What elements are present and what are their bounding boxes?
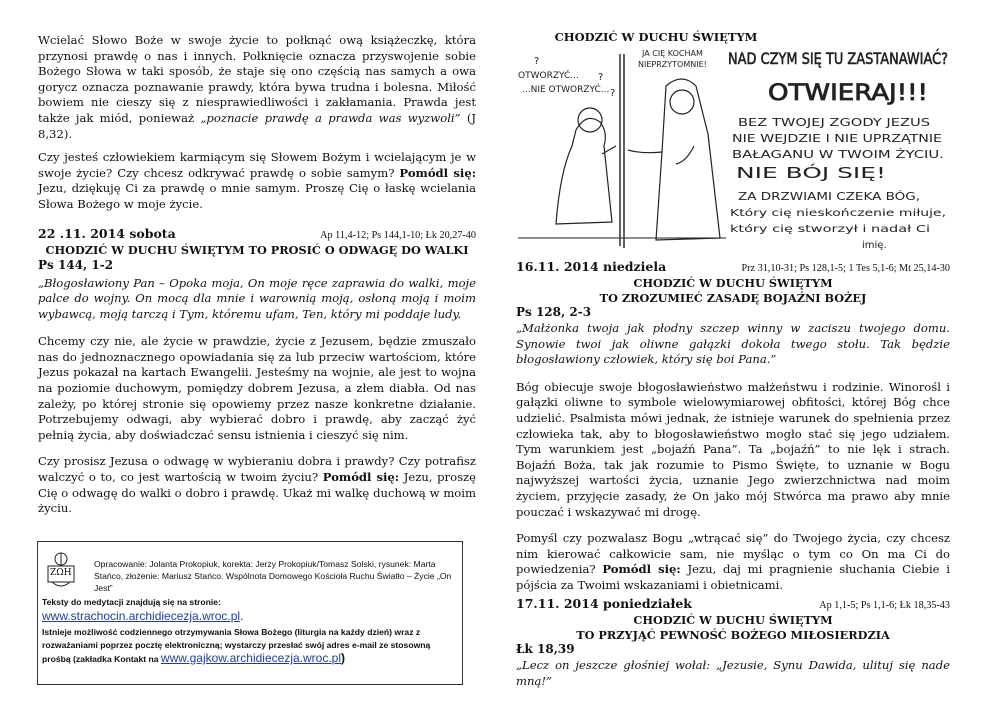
- jesus-speech-2: NIEPRZYTOMNIE!: [638, 60, 707, 69]
- reflection-paragraph: Czy jesteś człowiekiem karmiącym się Słowem Bożym i wcielającym je w swoje życie? Czy chcesz odkrywać prawdę o sobie samym? Pomódl się: Jezu, dziękuję Ci za prawdę o mnie samym. Proszę Cię o łaskę wcielania Słowa Bożego w moje życie.: [38, 150, 476, 211]
- hand-line-2: NIE WEJDZIE I NIE UPRZĄTNIE: [732, 132, 943, 145]
- day-22-refs: Ap 11,4-12; Ps 144,1-10; Łk 20,27-40: [320, 230, 476, 241]
- big-question: NAD CZYM SIĘ TU ZASTANAWIAĆ?: [728, 49, 948, 68]
- hand-line-4: NIE BÓJ SIĘ!: [736, 164, 827, 182]
- strachocin-link[interactable]: www.strachocin.archidiecezja.wroc.pl: [42, 609, 241, 623]
- jesus-arm-icon: [676, 146, 694, 164]
- person-head-icon: [578, 108, 602, 132]
- left-thought-1: OTWORZYĆ...: [518, 71, 579, 81]
- day-16-section: [516, 259, 950, 594]
- day-17-title-1: CHODZIĆ W DUCHU ŚWIĘTYM: [633, 613, 833, 627]
- day-17-date: 17.11. 2014 poniedziałek: [516, 596, 692, 611]
- hand-line-1: BEZ TWOJEJ ZGODY JEZUS: [738, 116, 931, 129]
- jesus-head-icon: [670, 90, 694, 114]
- jesus-figure-icon: [656, 79, 720, 240]
- link1-row: www.strachocin.archidiecezja.wroc.pl.: [42, 609, 244, 623]
- hand-line-6: Który cię nieskończenie miłuje,: [730, 208, 885, 219]
- gajkow-link[interactable]: www.gajkow.archidiecezja.wroc.pl: [160, 651, 341, 665]
- day-16-psalm: Ps 128, 2-3: [516, 305, 592, 319]
- texts-label: Teksty do medytacji znajdują się na stronie:: [42, 597, 221, 607]
- day-17-quote: „Lecz on jeszcze głośniej wołał: „Jezusie, Synu Dawida, ulituj się nade mną!”: [516, 658, 950, 688]
- daily-info: Istnieje możliwość codziennego otrzymywania Słowa Bożego (liturgia na każdy dzień) wraz z rozważaniami poprzez pocztę elektroniczną; wystarczy przesłać swój adres e-mail ze stosowną prośbą (zakładka Kontakt na www.gajkow.archidiecezja.wroc.pl): [42, 627, 431, 665]
- knocking-hand-icon: [628, 150, 662, 153]
- day-16-title-1: CHODZIĆ W DUCHU ŚWIĘTYM: [633, 276, 833, 290]
- day-22-paragraph: Chcemy czy nie, ale życie w prawdzie, życie z Jezusem, będzie zmuszało nas do jednoznacznego opowiadania się za lub przeciw wartościom, które Jezus pokazał na kartach Ewangelii. Jesteśmy na wojnie, ale jest to wojna na poziomie duchowym, pomiędzy dobrem Jezusa, a złem diabła. Od nas zależy, po której stronie się opowiemy przez nasze konkretne działanie. Potrzebujemy odwagi, aby wybierać dobro i prawdę, aby zacząć żyć pełnią życia, aby doświadczać sensu istnienia i cieszyć się nim.: [38, 334, 476, 442]
- hand-line-3: BAŁAGANU W TWOIM ŻYCIU.: [732, 148, 944, 161]
- day-22-quote: „Błogosławiony Pan – Opoka moja, On moje ręce zaprawia do walki, moje palce do wojny. On mocą dla mnie i warownią moją, osłoną moją i moim wybawcą, moją tarczą i Tym, któremu ufam, Ten, który mi poddaje ludy.: [38, 275, 476, 321]
- footer-box: [37, 541, 463, 685]
- intro-paragraph: Wcielać Słowo Boże w swoje życie to połknąć ową książeczkę, która przynosi prawdę o nas i innych. Połknięcie oznacza przyswojenie sobie Bożego Słowa w taki sposób, że staje się ono częścią nas samych a owa gorycz oznacza poznawanie prawdy, która bywa trudna i bolesna. Miłość bowiem nie cieszy się z niesprawiedliwości i zakłamania. Prawda jest także jak miód, ponieważ „poznacie prawdę a prawda was wyzwoli” (J 8,32).: [38, 33, 477, 141]
- jesus-speech-1: JA CIĘ KOCHAM: [642, 49, 703, 58]
- day-22-header: [38, 226, 476, 243]
- day-17-refs: Ap 1,1-5; Ps 1,1-6; Łk 18,35-43: [819, 600, 950, 611]
- question-mark-1: ?: [534, 56, 540, 67]
- pray-label: Pomódl się:: [322, 470, 400, 485]
- top-title: CHODZIĆ W DUCHU ŚWIĘTYM: [554, 30, 758, 44]
- person-icon: [556, 118, 612, 224]
- credits: Opracowanie: Jolanta Prokopiuk, korekta: Jerzy Prokopiuk/Tomasz Solski, rysunek: Marta Stańco, złożenie: Mariusz Stańco. Wspólnota Domowego Kościoła Ruchu Światło – Życie „On Jest”: [94, 559, 452, 593]
- day-22-psalm: Ps 144, 1-2: [38, 257, 114, 272]
- day-22-reflection: Czy prosisz Jezusa o odwagę w wybieraniu dobra i prawdy? Czy potrafisz walczyć o to, co jest wartością w twoim życiu? Pomódl się: Jezu, proszę Cię o odwagę do walki o dobro i prawdę. Ukaż mi walkę duchową w moim życiu.: [38, 454, 476, 516]
- day-17-title-2: TO PRZYJĄĆ PEWNOŚĆ BOŻEGO MIŁOSIERDZIA: [576, 627, 890, 642]
- hand-line-7: który cię stworzył i nadał Ci: [730, 224, 869, 235]
- day-17-section: [516, 596, 950, 689]
- day-16-paragraph: Bóg obiecuje swoje błogosławieństwo małżeństwu i rodzinie. Winorośl i gałązki oliwne to symbole wielowymiarowej obfitości, której Bóg chce udzielić. Psalmista mówi jednak, że istnieje warunek do spełnienia przez człowieka tak, aby to błogosławieństwo mogło stać się jego udziałem. Tym warunkiem jest „bojaźń Pana”. Ta „bojaźń” to nie lęk i strach. Bojaźń Boża, tak jak rozumie to Pismo Święte, to uznanie w Bogu najwyższej wartości życia, uznanie Jego zwierzchnictwa nad moim życiem, przyjęcie zasady, że On jako mój Stwórca ma prawo aby mnie pouczać i wskazywać mi drogę.: [516, 379, 950, 519]
- big-open: OTWIERAJ!!!: [768, 81, 928, 106]
- pray-label: Pomódl się:: [602, 562, 681, 577]
- day-16-quote: „Małżonka twoja jak płodny szczep winny w zaciszu twojego domu. Synowie twoi jak oliwne gałązki dokoła twego stołu. Tak będzie błogosławiony człowiek, który się boi Pana.”: [516, 321, 950, 367]
- day-17-psalm: Łk 18,39: [516, 642, 575, 656]
- day-16-refs: Prz 31,10-31; Ps 128,1-5; 1 Tes 5,1-6; Mt 25,14-30: [741, 263, 950, 274]
- logo-text: ZΩH: [50, 568, 72, 578]
- day-22-title: CHODZIĆ W DUCHU ŚWIĘTYM TO PROSIĆ O ODWAGĘ DO WALKI: [45, 243, 469, 257]
- hand-line-8: imię.: [862, 240, 887, 251]
- zoe-logo: [46, 552, 76, 592]
- day-16-reflection: Pomyśl czy pozwalasz Bogu „wtrącać się” do Twojego życia, czy chcesz nim kierować całkowicie sam, nie myśląc o tym co On ma Ci do powiedzenia? Pomódl się: Jezu, daj mi pragnienie słuchania Ciebie i pójścia za Twoimi wskazaniami i obietnicami.: [516, 531, 951, 592]
- day-16-date: 16.11. 2014 niedziela: [516, 259, 667, 274]
- day-16-title-2: TO ZROZUMIEĆ ZASADĘ BOJAŹNI BOŻEJ: [599, 290, 867, 305]
- left-thought-2: ...NIE OTWORZYĆ...: [522, 85, 610, 95]
- day-16-header: [516, 259, 950, 276]
- question-mark-3: ?: [610, 88, 616, 99]
- door-drawing: [516, 42, 950, 260]
- day-17-header: [516, 596, 950, 613]
- day-22-section: [38, 226, 476, 517]
- john-quote: „poznacie prawdę a prawda was wyzwoli”: [200, 110, 461, 125]
- hand-line-5: ZA DRZWIAMI CZEKA BÓG,: [738, 190, 920, 203]
- pray-label: Pomódl się:: [399, 165, 476, 180]
- question-mark-2: ?: [598, 72, 604, 83]
- day-22-date: 22 .11. 2014 sobota: [38, 226, 176, 241]
